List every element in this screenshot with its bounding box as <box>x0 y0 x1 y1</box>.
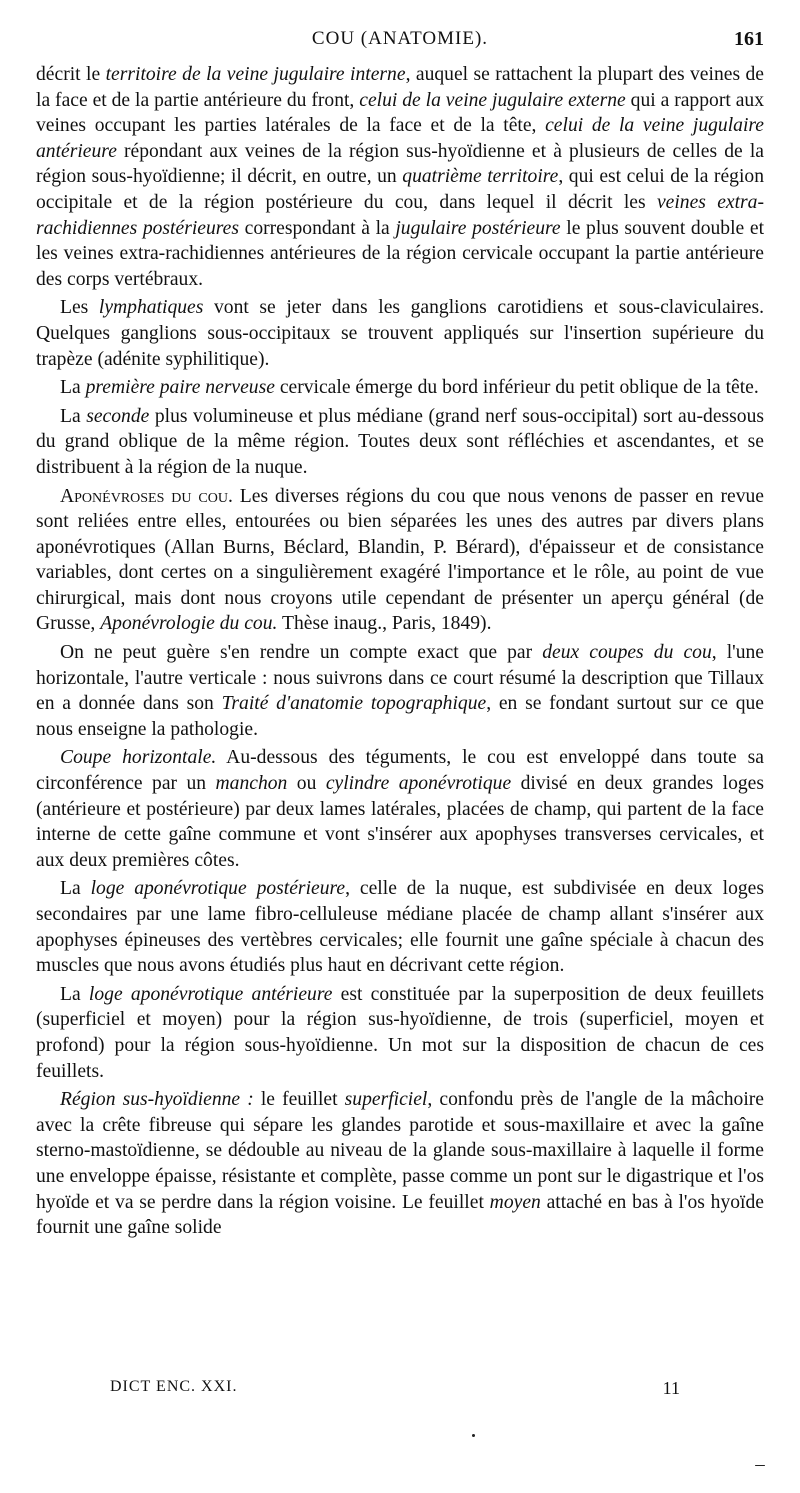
italic-run: cylindre aponévrotique <box>325 773 512 795</box>
italic-run: manchon <box>215 773 288 795</box>
italic-run: territoire de la veine jugulaire interne <box>105 64 406 85</box>
text-run: , confondu près de l'angle de la mâchoire avec la crête fibreuse qui sépare les glandes parotide et sous-maxillaire et avec la gaîne sterno-mastoïdienne, se dédouble au niveau de la glande sous-maxillaire à laquelle il forme une enveloppe épaisse, résistante et complète, passe comme un pont sur le digastrique et l'os hyoïde et va se perdre dans la région voisine. Le feuillet <box>36 1089 765 1213</box>
print-speck <box>755 1465 765 1466</box>
text-run: La <box>60 405 87 427</box>
page-footer <box>110 1378 680 1404</box>
section-heading: Aponévroses du cou. <box>60 485 233 507</box>
text-run: La <box>60 983 89 1005</box>
paragraph <box>36 375 764 401</box>
italic-run: seconde <box>86 405 150 427</box>
text-run: , celle de la nuque, est subdivisée en deux loges secondaires par une lame fibro-celluleuse médiane placée de champ allant s'insérer aux apophyses épineuses des vertèbres cervicales; elle fournit une gaîne spéciale à chacun des muscles que nous avons étudiés plus haut en décrivant cette région. <box>36 878 764 977</box>
italic-run: celui de la veine jugulaire externe <box>359 89 626 111</box>
italic-run: première paire nerveuse <box>85 377 275 399</box>
paragraph <box>36 640 764 742</box>
text-run: qui a rapport aux veines occupant les parties latérales de la face et de la tête, <box>36 89 764 137</box>
text-run: cervicale émerge du bord inférieur du petit oblique de la tête. <box>274 377 759 399</box>
footer-signature: DICT ENC. XXI. <box>110 1378 238 1395</box>
text-run: le plus souvent double et les veines extra-rachidiennes antérieures de la région cervicale occupant la partie antérieure des corps vertébraux. <box>36 217 765 290</box>
text-run: attaché en bas à l'os hyoïde fournit une gaîne solide <box>36 1191 764 1239</box>
italic-run: quatrième territoire <box>402 166 559 188</box>
text-run: , en se fondant surtout sur ce que nous enseigne la pathologie. <box>36 693 764 740</box>
paragraph <box>36 484 764 638</box>
text-run: Au-dessous des téguments, le cou est enveloppé dans toute sa circonférence par un <box>36 747 764 795</box>
text-run: , auquel se rattachent la plupart des veines de la face et de la partie antérieure du front, <box>36 64 764 111</box>
paragraph <box>36 295 764 372</box>
text-run: La <box>60 878 91 900</box>
paragraph <box>36 982 764 1084</box>
text-run: , l'une horizontale, l'autre verticale : nous suivrons dans ce court résumé la description que Tillaux en a donnée dans son <box>36 642 764 715</box>
text-run: vont se jeter dans les ganglions carotidiens et sous-claviculaires. Quelques ganglions sous-occipitaux se trouvent appliqués sur l'insertion supérieure du trapèze (adénite syphilitique). <box>36 297 764 370</box>
text-run: La <box>60 377 86 399</box>
page-number: 161 <box>734 28 764 50</box>
italic-run: jugulaire postérieure <box>395 217 561 239</box>
italic-run: Région sus-hyoïdienne : <box>60 1089 254 1111</box>
running-title: COU (ANATOMIE). <box>311 28 489 49</box>
text-run: On ne peut guère s'en rendre un compte exact que par <box>60 642 543 664</box>
paragraph <box>36 876 764 978</box>
text-run: , qui est celui de la région occipitale et de la région postérieure du cou, dans lequel il décrit les <box>36 166 764 213</box>
text-run: décrit le <box>36 64 106 85</box>
running-head <box>36 28 764 58</box>
italic-run: Traité d'anatomie topographique <box>221 693 487 715</box>
italic-run: superficiel <box>344 1089 428 1111</box>
text-run: divisé en deux grandes loges (antérieure et postérieure) par deux lames latérales, placées de champ, qui partent de la face interne de cette gaîne commune et vont s'insérer aux apophyses transverses cervicales, et aux deux premières côtes. <box>36 773 765 871</box>
text-run: répondant aux veines de la région sus-hyoïdienne et à plusieurs de celles de la région sous-hyoïdienne; il décrit, en outre, un <box>36 140 764 188</box>
footer-sheet-number: 11 <box>662 1378 680 1398</box>
italic-run: lymphatiques <box>98 297 204 319</box>
text-run: Les <box>60 297 99 319</box>
paragraph <box>36 745 764 873</box>
print-speck <box>472 1434 475 1437</box>
italic-run: Aponévrologie du cou. <box>100 613 278 635</box>
text-run: correspondant à la <box>239 217 396 239</box>
text-run: Les diverses régions du cou que nous venons de passer en revue sont reliées entre elles, entourées ou bien séparées les unes des autres par divers plans aponévrotiques (Allan Burns, Béclard, Blandin, P. Bérard), d'épaisseur et de consistance variables, dont certes on a singulièrement exagéré l'importance et le rôle, au point de vue chirurgical, mais dont nous croyons utile cependant de présenter un aperçu général (de Grusse, <box>36 485 764 635</box>
paragraph <box>36 1087 764 1241</box>
italic-run: veines extra-rachidiennes postérieures <box>36 191 764 239</box>
text-run: ou <box>287 773 326 795</box>
paragraph <box>36 62 764 292</box>
italic-run: Coupe horizontale. <box>60 747 217 769</box>
text-run: le feuillet <box>253 1089 345 1111</box>
text-run: Thèse inaug., Paris, 1849). <box>277 613 492 635</box>
text-run: est constituée par la superposition de deux feuillets (superficiel et moyen) pour la région sus-hyoïdienne, de trois (superficiel, moyen et profond) pour la région sous-hyoïdienne. Un mot sur la disposition de chacun de ces feuillets. <box>36 983 764 1082</box>
italic-run: moyen <box>489 1191 541 1213</box>
body-text <box>36 62 764 1244</box>
italic-run: loge aponévrotique postérieure <box>90 878 346 900</box>
text-run: plus volumineuse et plus médiane (grand nerf sous-occipital) sort au-dessous du grand oblique de la même région. Toutes deux sont réfléchies et ascendantes, et se distribuent à la région de la nuque. <box>36 405 764 478</box>
italic-run: loge aponévrotique antérieure <box>88 983 333 1005</box>
italic-run: deux coupes du cou <box>542 642 712 664</box>
paragraph <box>36 404 764 481</box>
italic-run: celui de la veine jugulaire antérieure <box>36 115 764 162</box>
